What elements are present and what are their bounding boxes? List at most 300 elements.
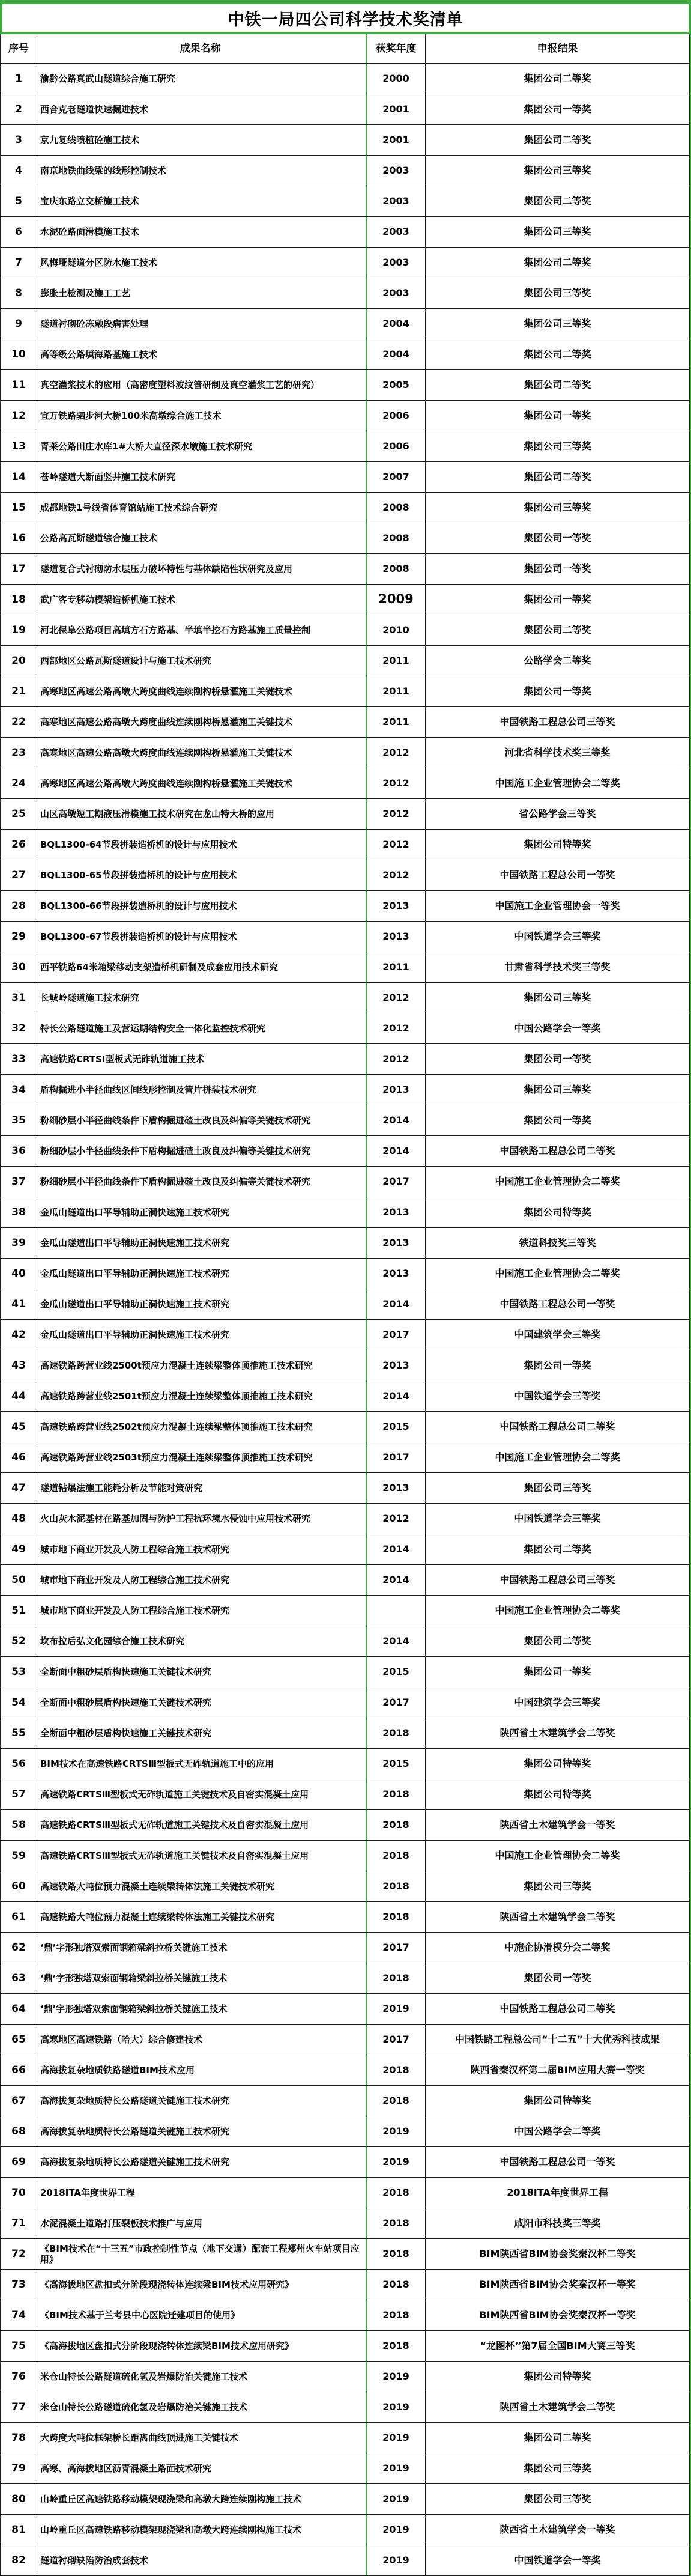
award-year-cell: 2018 xyxy=(367,1718,426,1748)
achievement-name-cell: 隧道复合式衬砌防水层压力破坏特性与基体缺陷性状研究及应用 xyxy=(37,554,367,584)
achievement-name-cell: 火山灰水泥基材在路基加固与防护工程抗环境水侵蚀中应用技术研究 xyxy=(37,1504,367,1534)
row-number-cell: 81 xyxy=(1,2515,37,2545)
award-year-cell: 2001 xyxy=(367,94,426,124)
achievement-name-cell: 金瓜山隧道出口平导辅助正洞快速施工技术研究 xyxy=(37,1320,367,1350)
achievement-name-cell: 特长公路隧道施工及营运期结构安全一体化监控技术研究 xyxy=(37,1013,367,1043)
row-number-cell: 41 xyxy=(1,1289,37,1319)
table-row xyxy=(1,2239,690,2270)
row-number-cell: 75 xyxy=(1,2331,37,2361)
application-result-cell: 集团公司一等奖 xyxy=(426,554,690,584)
row-number-cell: 29 xyxy=(1,922,37,952)
row-number-cell: 27 xyxy=(1,860,37,890)
application-result-cell: 陕西省土木建筑学会一等奖 xyxy=(426,2515,690,2545)
award-year-cell: 2003 xyxy=(367,186,426,216)
award-year-cell: 2019 xyxy=(367,1994,426,2024)
table-row xyxy=(1,952,690,983)
application-result-cell: 集团公司三等奖 xyxy=(426,309,690,339)
application-result-cell: 中国铁路工程总公司二等奖 xyxy=(426,1412,690,1442)
award-year-cell: 2013 xyxy=(367,1075,426,1105)
application-result-cell: 中国施工企业管理协会二等奖 xyxy=(426,1259,690,1289)
table-row xyxy=(1,2208,690,2239)
application-result-cell: 中国建筑学会三等奖 xyxy=(426,1687,690,1718)
achievement-name-cell: 成都地铁1号线省体育馆站施工技术综合研究 xyxy=(37,493,367,523)
achievement-name-cell: 高速铁路CRTSⅠ型板式无砟轨道施工技术 xyxy=(37,1044,367,1074)
table-row xyxy=(1,676,690,707)
row-number-cell: 33 xyxy=(1,1044,37,1074)
achievement-name-cell: 坎布拉后弘文化园综合施工技术研究 xyxy=(37,1626,367,1656)
application-result-cell: 陕西省土木建筑学会二等奖 xyxy=(426,1902,690,1932)
achievement-name-cell: 高海拔复杂地质特长公路隧道关键施工技术研究 xyxy=(37,2116,367,2146)
row-number-cell: 61 xyxy=(1,1902,37,1932)
row-number-cell: 9 xyxy=(1,309,37,339)
application-result-cell: 中国铁道学会三等奖 xyxy=(426,1381,690,1411)
row-number-cell: 31 xyxy=(1,983,37,1013)
table-row xyxy=(1,585,690,615)
achievement-name-cell: 《BIM技术基于兰考县中心医院迁建项目的使用》 xyxy=(37,2300,367,2330)
table-row xyxy=(1,1350,690,1381)
application-result-cell: 集团公司特等奖 xyxy=(426,2362,690,2392)
award-year-cell: 2017 xyxy=(367,1320,426,1350)
row-number-cell: 15 xyxy=(1,493,37,523)
row-number-cell: 47 xyxy=(1,1473,37,1503)
application-result-cell: 集团公司二等奖 xyxy=(426,1626,690,1656)
table-row xyxy=(1,1167,690,1197)
table-row xyxy=(1,1565,690,1596)
application-result-cell: 集团公司三等奖 xyxy=(426,2453,690,2483)
row-number-cell: 62 xyxy=(1,1933,37,1963)
row-number-cell: 71 xyxy=(1,2208,37,2238)
application-result-cell: 集团公司二等奖 xyxy=(426,615,690,645)
application-result-cell: 中国施工企业管理协会二等奖 xyxy=(426,1442,690,1472)
row-number-cell: 12 xyxy=(1,401,37,431)
table-row xyxy=(1,339,690,370)
award-year-cell: 2015 xyxy=(367,1749,426,1779)
achievement-name-cell: 膨胀土检测及施工工艺 xyxy=(37,278,367,308)
award-year-cell: 2000 xyxy=(367,64,426,94)
achievement-name-cell: 西合克老隧道快速掘进技术 xyxy=(37,94,367,124)
award-year-cell: 2014 xyxy=(367,1565,426,1595)
row-number-cell: 35 xyxy=(1,1105,37,1135)
row-number-cell: 37 xyxy=(1,1167,37,1197)
application-result-cell: 中国铁道学会三等奖 xyxy=(426,1504,690,1534)
table-row xyxy=(1,1412,690,1442)
award-year-cell: 2018 xyxy=(367,1841,426,1871)
achievement-name-cell: 金瓜山隧道出口平导辅助正洞快速施工技术研究 xyxy=(37,1259,367,1289)
row-number-cell: 19 xyxy=(1,615,37,645)
award-year-cell: 2014 xyxy=(367,1136,426,1166)
achievement-name-cell: 高寒、高海拔地区沥青混凝土路面技术研究 xyxy=(37,2453,367,2483)
achievement-name-cell: 青莱公路田庄水库1#大桥大直径深水墩施工技术研究 xyxy=(37,431,367,461)
achievement-name-cell: 山区高墩短工期液压滑模施工技术研究在龙山特大桥的应用 xyxy=(37,799,367,829)
table-header-row xyxy=(1,34,690,64)
application-result-cell: 集团公司一等奖 xyxy=(426,1350,690,1381)
table-row xyxy=(1,2392,690,2423)
award-year-cell: 2017 xyxy=(367,2025,426,2055)
table-row xyxy=(1,768,690,799)
achievement-name-cell: 金瓜山隧道出口平导辅助正洞快速施工技术研究 xyxy=(37,1197,367,1227)
table-row xyxy=(1,493,690,523)
application-result-cell: 公路学会二等奖 xyxy=(426,646,690,676)
achievement-name-cell: 《BIM技术在“十三五”市政控制性节点（地下交通）配套工程郑州火车站项目应用》 xyxy=(37,2239,367,2269)
award-year-cell: 2004 xyxy=(367,339,426,369)
table-row xyxy=(1,370,690,401)
achievement-name-cell: 米仓山特长公路隧道硫化氢及岩爆防治关键施工技术 xyxy=(37,2362,367,2392)
row-number-cell: 8 xyxy=(1,278,37,308)
row-number-cell: 70 xyxy=(1,2178,37,2208)
application-result-cell: 集团公司特等奖 xyxy=(426,1779,690,1809)
achievement-name-cell: 渝黔公路真武山隧道综合施工研究 xyxy=(37,64,367,94)
achievement-name-cell: BQL1300-67节段拼装造桥机的设计与应用技术 xyxy=(37,922,367,952)
application-result-cell: 集团公司一等奖 xyxy=(426,401,690,431)
table-row xyxy=(1,186,690,217)
award-year-cell: 2003 xyxy=(367,217,426,247)
application-result-cell: 中国施工企业管理协会二等奖 xyxy=(426,768,690,798)
application-result-cell: 中国铁路工程总公司一等奖 xyxy=(426,860,690,890)
row-number-cell: 2 xyxy=(1,94,37,124)
application-result-cell: 陕西省土木建筑学会二等奖 xyxy=(426,2392,690,2422)
achievement-name-cell: 高速铁路CRTSⅢ型板式无砟轨道施工关键技术及自密实混凝土应用 xyxy=(37,1810,367,1840)
award-year-cell: 2003 xyxy=(367,248,426,278)
row-number-cell: 23 xyxy=(1,738,37,768)
award-year-cell: 2013 xyxy=(367,1350,426,1381)
award-year-cell: 2011 xyxy=(367,646,426,676)
application-result-cell: 中国公路学会二等奖 xyxy=(426,2116,690,2146)
table-row xyxy=(1,1504,690,1534)
row-number-cell: 59 xyxy=(1,1841,37,1871)
application-result-cell: 集团公司一等奖 xyxy=(426,94,690,124)
table-row xyxy=(1,1105,690,1136)
row-number-cell: 82 xyxy=(1,2545,37,2575)
row-number-cell: 46 xyxy=(1,1442,37,1472)
award-year-cell: 2006 xyxy=(367,431,426,461)
table-row xyxy=(1,738,690,768)
row-number-cell: 60 xyxy=(1,1871,37,1901)
achievement-name-cell: 山岭重丘区高速铁路移动模架现浇梁和高墩大跨连续刚构施工技术 xyxy=(37,2484,367,2514)
table-body xyxy=(1,64,690,2576)
table-row xyxy=(1,2178,690,2208)
award-year-cell: 2011 xyxy=(367,952,426,982)
award-year-cell: 2018 xyxy=(367,1810,426,1840)
row-number-cell: 20 xyxy=(1,646,37,676)
table-row xyxy=(1,2055,690,2086)
table-row xyxy=(1,2515,690,2545)
table-row xyxy=(1,1779,690,1810)
table-row xyxy=(1,1197,690,1228)
row-number-cell: 6 xyxy=(1,217,37,247)
achievement-name-cell: 大跨度大吨位框架桥长距离曲线顶进施工关键技术 xyxy=(37,2423,367,2453)
achievement-name-cell: 高速铁路大吨位预力混凝土连续梁转体法施工关键技术研究 xyxy=(37,1902,367,1932)
award-year-cell: 2004 xyxy=(367,309,426,339)
application-result-cell: 集团公司三等奖 xyxy=(426,1473,690,1503)
row-number-cell: 48 xyxy=(1,1504,37,1534)
award-year-cell: 2018 xyxy=(367,2331,426,2361)
achievement-name-cell: 粉细砂层小半径曲线条件下盾构掘进碴土改良及纠偏等关键技术研究 xyxy=(37,1105,367,1135)
award-year-cell: 2008 xyxy=(367,554,426,584)
table-row xyxy=(1,830,690,860)
row-number-cell: 1 xyxy=(1,64,37,94)
achievement-name-cell: ‘鼎’字形独塔双索面钢箱梁斜拉桥关键施工技术 xyxy=(37,1933,367,1963)
award-year-cell: 2008 xyxy=(367,493,426,523)
table-row xyxy=(1,1626,690,1657)
table-row xyxy=(1,1810,690,1841)
application-result-cell: 中国施工企业管理协会二等奖 xyxy=(426,1167,690,1197)
application-result-cell: BIM陕西省BIM协会奖秦汉杯二等奖 xyxy=(426,2239,690,2269)
table-row xyxy=(1,1381,690,1412)
application-result-cell: 2018ITA年度世界工程 xyxy=(426,2178,690,2208)
achievement-name-cell: 高寒地区高速公路高墩大跨度曲线连续刚构桥悬灌施工关键技术 xyxy=(37,676,367,706)
application-result-cell: 中国铁路工程总公司一等奖 xyxy=(426,1289,690,1319)
award-year-cell: 2018 xyxy=(367,1871,426,1901)
table-row xyxy=(1,1044,690,1075)
achievement-name-cell: 隧道衬砌砼冻融段病害处理 xyxy=(37,309,367,339)
achievement-name-cell: ‘鼎’字形独塔双索面钢箱梁斜拉桥关键施工技术 xyxy=(37,1994,367,2024)
table-row xyxy=(1,2423,690,2453)
row-number-cell: 69 xyxy=(1,2147,37,2177)
application-result-cell: 中国铁路工程总公司一等奖 xyxy=(426,2147,690,2177)
achievement-name-cell: 高寒地区高速公路高墩大跨度曲线连续刚构桥悬灌施工关键技术 xyxy=(37,707,367,737)
row-number-cell: 17 xyxy=(1,554,37,584)
achievement-name-cell: 城市地下商业开发及人防工程综合施工技术研究 xyxy=(37,1534,367,1564)
row-number-cell: 4 xyxy=(1,156,37,186)
application-result-cell: 集团公司特等奖 xyxy=(426,2086,690,2116)
application-result-cell: 集团公司一等奖 xyxy=(426,1657,690,1687)
award-year-cell: 2012 xyxy=(367,1013,426,1043)
achievement-name-cell: ‘鼎’字形独塔双索面钢箱梁斜拉桥关键施工技术 xyxy=(37,1963,367,1993)
application-result-cell: 省公路学会三等奖 xyxy=(426,799,690,829)
row-number-cell: 5 xyxy=(1,186,37,216)
row-number-cell: 24 xyxy=(1,768,37,798)
achievement-name-cell: 全断面中粗砂层盾构快速施工关键技术研究 xyxy=(37,1718,367,1748)
row-number-cell: 25 xyxy=(1,799,37,829)
application-result-cell: 集团公司一等奖 xyxy=(426,676,690,706)
award-year-cell: 2018 xyxy=(367,2239,426,2269)
table-row xyxy=(1,1075,690,1105)
row-number-cell: 77 xyxy=(1,2392,37,2422)
table-row xyxy=(1,94,690,125)
row-number-cell: 14 xyxy=(1,462,37,492)
table-row xyxy=(1,891,690,922)
application-result-cell: 中国施工企业管理协会二等奖 xyxy=(426,1841,690,1871)
award-year-cell: 2018 xyxy=(367,1963,426,1993)
achievement-name-cell: 宝庆东路立交桥施工技术 xyxy=(37,186,367,216)
application-result-cell: 集团公司三等奖 xyxy=(426,493,690,523)
achievement-name-cell: 苍岭隧道大断面竖井施工技术研究 xyxy=(37,462,367,492)
award-year-cell: 2012 xyxy=(367,799,426,829)
header-col-name: 成果名称 xyxy=(37,34,367,63)
award-year-cell: 2009 xyxy=(367,585,426,615)
achievement-name-cell: 长城岭隧道施工技术研究 xyxy=(37,983,367,1013)
row-number-cell: 53 xyxy=(1,1657,37,1687)
application-result-cell: 集团公司三等奖 xyxy=(426,983,690,1013)
award-year-cell: 2011 xyxy=(367,707,426,737)
row-number-cell: 73 xyxy=(1,2270,37,2300)
table-row xyxy=(1,462,690,493)
row-number-cell: 44 xyxy=(1,1381,37,1411)
header-col-result: 申报结果 xyxy=(426,34,690,63)
achievement-name-cell: 南京地铁曲线梁的线形控制技术 xyxy=(37,156,367,186)
row-number-cell: 22 xyxy=(1,707,37,737)
award-year-cell: 2001 xyxy=(367,125,426,155)
table-row xyxy=(1,1320,690,1350)
table-row xyxy=(1,2270,690,2300)
award-year-cell: 2014 xyxy=(367,1534,426,1564)
row-number-cell: 51 xyxy=(1,1596,37,1626)
table-row xyxy=(1,2545,690,2576)
row-number-cell: 68 xyxy=(1,2116,37,2146)
table-row xyxy=(1,860,690,891)
award-year-cell: 2007 xyxy=(367,462,426,492)
achievement-name-cell: 高海拔复杂地质铁路隧道BIM技术应用 xyxy=(37,2055,367,2085)
award-year-cell: 2018 xyxy=(367,2086,426,2116)
table-row xyxy=(1,1871,690,1902)
row-number-cell: 32 xyxy=(1,1013,37,1043)
application-result-cell: 集团公司二等奖 xyxy=(426,186,690,216)
award-year-cell: 2012 xyxy=(367,768,426,798)
achievement-name-cell: 米仓山特长公路隧道硫化氢及岩爆防治关键施工技术 xyxy=(37,2392,367,2422)
achievement-name-cell: 高寒地区高速铁路（哈大）综合修建技术 xyxy=(37,2025,367,2055)
application-result-cell: 中国铁路工程总公司二等奖 xyxy=(426,1994,690,2024)
award-year-cell: 2014 xyxy=(367,1105,426,1135)
application-result-cell: 咸阳市科技奖三等奖 xyxy=(426,2208,690,2238)
achievement-name-cell: 高速铁路大吨位预力混凝土连续梁转体法施工关键技术研究 xyxy=(37,1871,367,1901)
application-result-cell: 集团公司二等奖 xyxy=(426,370,690,400)
row-number-cell: 43 xyxy=(1,1350,37,1381)
achievement-name-cell: 京九复线喷植砼施工技术 xyxy=(37,125,367,155)
achievement-name-cell: 西部地区公路瓦斯隧道设计与施工技术研究 xyxy=(37,646,367,676)
table-row xyxy=(1,1136,690,1167)
table-row xyxy=(1,2116,690,2147)
table-row xyxy=(1,2331,690,2362)
achievement-name-cell: 高速铁路CRTSⅢ型板式无砟轨道施工关键技术及自密实混凝土应用 xyxy=(37,1779,367,1809)
award-year-cell: 2012 xyxy=(367,1044,426,1074)
row-number-cell: 63 xyxy=(1,1963,37,1993)
table-row xyxy=(1,156,690,186)
row-number-cell: 72 xyxy=(1,2239,37,2269)
row-number-cell: 78 xyxy=(1,2423,37,2453)
row-number-cell: 11 xyxy=(1,370,37,400)
award-year-cell: 2012 xyxy=(367,860,426,890)
row-number-cell: 7 xyxy=(1,248,37,278)
table-row xyxy=(1,64,690,94)
award-year-cell: 2010 xyxy=(367,615,426,645)
application-result-cell: 集团公司三等奖 xyxy=(426,1871,690,1901)
row-number-cell: 66 xyxy=(1,2055,37,2085)
achievement-name-cell: 河北保阜公路项目高填方石方路基、半填半挖石方路基施工质量控制 xyxy=(37,615,367,645)
row-number-cell: 54 xyxy=(1,1687,37,1718)
achievement-name-cell: 高速铁路跨营业线2503t预应力混凝土连续梁整体顶推施工技术研究 xyxy=(37,1442,367,1472)
application-result-cell: 陕西省土木建筑学会二等奖 xyxy=(426,1718,690,1748)
award-year-cell: 2013 xyxy=(367,1197,426,1227)
achievement-name-cell: 2018ITA年度世界工程 xyxy=(37,2178,367,2208)
achievement-name-cell: 高海拔复杂地质特长公路隧道关键施工技术研究 xyxy=(37,2147,367,2177)
application-result-cell: 集团公司三等奖 xyxy=(426,217,690,247)
row-number-cell: 16 xyxy=(1,523,37,553)
application-result-cell: 集团公司特等奖 xyxy=(426,830,690,860)
application-result-cell: 集团公司三等奖 xyxy=(426,156,690,186)
award-year-cell: 2012 xyxy=(367,738,426,768)
table-row xyxy=(1,1718,690,1749)
table-row xyxy=(1,1963,690,1994)
row-number-cell: 40 xyxy=(1,1259,37,1289)
row-number-cell: 64 xyxy=(1,1994,37,2024)
application-result-cell: 集团公司一等奖 xyxy=(426,1105,690,1135)
row-number-cell: 52 xyxy=(1,1626,37,1656)
achievement-name-cell: 宜万铁路驷步河大桥100米高墩综合施工技术 xyxy=(37,401,367,431)
application-result-cell: 集团公司二等奖 xyxy=(426,462,690,492)
award-year-cell xyxy=(367,1596,426,1626)
row-number-cell: 55 xyxy=(1,1718,37,1748)
award-year-cell: 2014 xyxy=(367,1289,426,1319)
award-year-cell: 2018 xyxy=(367,1779,426,1809)
row-number-cell: 58 xyxy=(1,1810,37,1840)
application-result-cell: 中国铁道学会三等奖 xyxy=(426,922,690,952)
awards-table xyxy=(0,34,691,2576)
award-year-cell: 2013 xyxy=(367,1473,426,1503)
award-year-cell: 2018 xyxy=(367,2300,426,2330)
table-row xyxy=(1,248,690,278)
application-result-cell: “龙图杯”第7届全国BIM大赛三等奖 xyxy=(426,2331,690,2361)
award-year-cell: 2011 xyxy=(367,676,426,706)
row-number-cell: 36 xyxy=(1,1136,37,1166)
table-row xyxy=(1,2147,690,2178)
achievement-name-cell: 盾构掘进小半径曲线区间线形控制及管片拼装技术研究 xyxy=(37,1075,367,1105)
award-year-cell: 2019 xyxy=(367,2392,426,2422)
achievement-name-cell: 金瓜山隧道出口平导辅助正洞快速施工技术研究 xyxy=(37,1289,367,1319)
award-year-cell: 2019 xyxy=(367,2147,426,2177)
application-result-cell: 中国铁路工程总公司“十二五”十大优秀科技成果 xyxy=(426,2025,690,2055)
award-year-cell: 2019 xyxy=(367,2362,426,2392)
table-row xyxy=(1,1259,690,1289)
application-result-cell: 集团公司一等奖 xyxy=(426,1963,690,1993)
achievement-name-cell: BQL1300-65节段拼装造桥机的设计与应用技术 xyxy=(37,860,367,890)
row-number-cell: 67 xyxy=(1,2086,37,2116)
award-year-cell: 2019 xyxy=(367,2545,426,2575)
table-row xyxy=(1,401,690,431)
row-number-cell: 28 xyxy=(1,891,37,921)
achievement-name-cell: 公路高瓦斯隧道综合施工技术 xyxy=(37,523,367,553)
table-row xyxy=(1,278,690,309)
row-number-cell: 74 xyxy=(1,2300,37,2330)
application-result-cell: 集团公司二等奖 xyxy=(426,125,690,155)
achievement-name-cell: 高寒地区高速公路高墩大跨度曲线连续刚构桥悬灌施工关键技术 xyxy=(37,768,367,798)
award-year-cell: 2019 xyxy=(367,2453,426,2483)
row-number-cell: 26 xyxy=(1,830,37,860)
row-number-cell: 56 xyxy=(1,1749,37,1779)
table-row xyxy=(1,1994,690,2025)
achievement-name-cell: 西平铁路64米箱梁移动支架造桥机研制及成套应用技术研究 xyxy=(37,952,367,982)
header-col-year: 获奖年度 xyxy=(367,34,426,63)
achievement-name-cell: 城市地下商业开发及人防工程综合施工技术研究 xyxy=(37,1565,367,1595)
table-row xyxy=(1,523,690,554)
achievement-name-cell: 《高海拔地区盘扣式分阶段现浇转体连续梁BIM技术应用研究》 xyxy=(37,2331,367,2361)
row-number-cell: 13 xyxy=(1,431,37,461)
award-year-cell: 2008 xyxy=(367,523,426,553)
table-row xyxy=(1,2025,690,2055)
application-result-cell: 集团公司一等奖 xyxy=(426,1044,690,1074)
table-row xyxy=(1,1473,690,1504)
table-row xyxy=(1,2484,690,2515)
achievement-name-cell: 全断面中粗砂层盾构快速施工关键技术研究 xyxy=(37,1657,367,1687)
table-row xyxy=(1,554,690,585)
application-result-cell: 集团公司三等奖 xyxy=(426,1075,690,1105)
award-year-cell: 2018 xyxy=(367,1902,426,1932)
achievement-name-cell: 粉细砂层小半径曲线条件下盾构掘进碴土改良及纠偏等关键技术研究 xyxy=(37,1136,367,1166)
application-result-cell: 陕西省秦汉杯第二届BIM应用大赛一等奖 xyxy=(426,2055,690,2085)
table-row xyxy=(1,1933,690,1963)
achievement-name-cell: 粉细砂层小半径曲线条件下盾构掘进碴土改良及纠偏等关键技术研究 xyxy=(37,1167,367,1197)
table-row xyxy=(1,431,690,462)
application-result-cell: 集团公司一等奖 xyxy=(426,585,690,615)
